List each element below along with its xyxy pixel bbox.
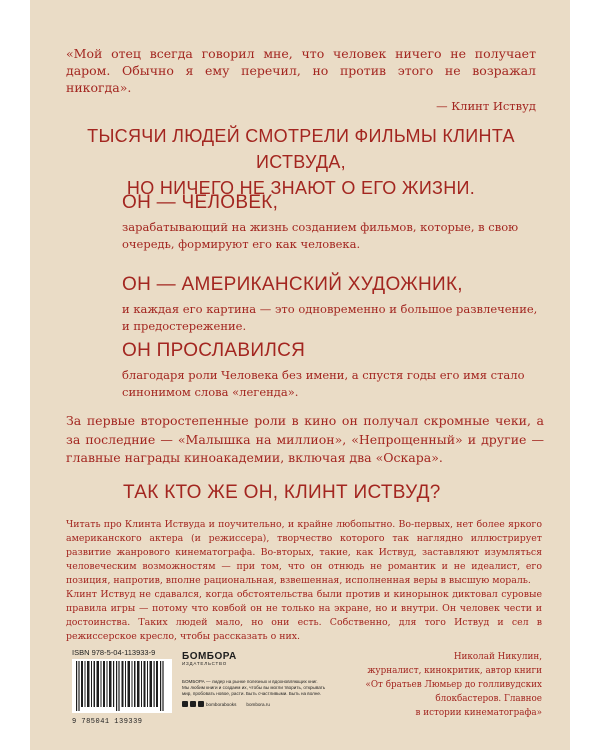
instagram-icon xyxy=(190,701,196,707)
review-paragraph-1: Читать про Клинта Иствуда и поучительно, и крайне любопытно. Во-первых, нет более яркого американского актера (и режиссера), творчество которого так наглядно иллюстрирует развитие жанрового кинематографа. Во-вторых, такие, как Иствуд, заставляют изумляться человеческим возможностям — при том, что он отнюдь не романтик и не идеалист, его позиция, напротив, вполне рациональная, взвешенная, исполненная веры в высшую мораль. xyxy=(66,519,542,586)
block-famous xyxy=(122,339,542,401)
publisher-about-line-2: Мы любим книги и создаем их, чтобы вы могли творить, открывать xyxy=(182,685,326,690)
book-back-cover xyxy=(30,0,570,750)
block-text: и каждая его картина — это одновременно и большое развлечение, и предостережение. xyxy=(122,302,538,333)
signature-book-line-3: в истории кинематографа» xyxy=(415,708,542,718)
signature-role: журналист, кинокритик, автор книги xyxy=(367,666,542,676)
publisher-about xyxy=(182,679,326,697)
headline xyxy=(66,123,536,201)
block-human xyxy=(122,191,542,253)
signature-book-line-2: блокбастеров. Главное xyxy=(435,694,542,704)
quote-text: «Мой отец всегда говорил мне, что человек ничего не получает даром. Обычно я ему перечил, но против этого не возражал никогда». xyxy=(66,46,536,95)
publisher-logo: БОМБОРА xyxy=(182,651,237,662)
block-text: зарабатывающий на жизнь созданием фильмов, которые, в свою очередь, формируют его как человека. xyxy=(122,220,519,251)
publisher-logo-subtitle: ИЗДАТЕЛЬСТВО xyxy=(182,661,228,666)
block-text: благодаря роли Человека без имени, а спустя годы его имя стало синонимом слова «легенда». xyxy=(122,368,525,399)
isbn-label: ISBN 978-5-04-113933-9 xyxy=(72,648,156,657)
publisher-about-line-1: БОМБОРА — лидер на рынке полезных и вдохновляющих книг. xyxy=(182,679,318,684)
signature-book-line-1: «От братьев Люмьер до голливудских xyxy=(365,680,542,690)
quote-author: — Клинт Иствуд xyxy=(436,99,536,113)
social-handle: bomborabooks xyxy=(206,701,237,707)
block-artist xyxy=(122,273,542,335)
youtube-icon xyxy=(198,701,204,707)
publisher-block xyxy=(182,651,326,707)
block-heading: ОН ПРОСЛАВИЛСЯ xyxy=(122,340,306,361)
isbn-barcode-block xyxy=(72,648,172,726)
awards-paragraph: За первые второстепенные роли в кино он получал скромные чеки, а за последние — «Малышка на миллион», «Непрощенный» и другие — главные награды киноакадемии, включая два «Оскара». xyxy=(66,413,544,465)
epigraph-quote xyxy=(66,45,536,115)
barcode-digits: 9 785041 139339 xyxy=(72,718,143,726)
review-signature xyxy=(330,650,542,720)
publisher-social xyxy=(182,701,326,707)
barcode-icon xyxy=(72,659,172,713)
publisher-site: bombora.ru xyxy=(246,701,270,707)
block-heading: ОН — АМЕРИКАНСКИЙ ХУДОЖНИК, xyxy=(122,274,463,295)
publisher-about-line-3: мир, пробовать новое, расти. Быть счастливыми. Быть на волне. xyxy=(182,691,322,696)
block-heading: ОН — ЧЕЛОВЕК, xyxy=(122,192,279,213)
signature-name: Николай Никулин, xyxy=(453,652,542,662)
vk-icon xyxy=(182,701,188,707)
headline-line-2: НО НИЧЕГО НЕ ЗНАЮТ О ЕГО ЖИЗНИ. xyxy=(126,178,476,198)
question-heading: ТАК КТО ЖЕ ОН, КЛИНТ ИСТВУД? xyxy=(123,482,441,503)
review-paragraph-2: Клинт Иствуд не сдавался, когда обстоятельства были против и кинорынок диктовал суровые правила игры — потому что ковбой он не только на экране, но и внутри. Он человек чести и достоинства. Таких людей мало, но они есть. Собственно, для того Иствуд и сел в режиссерское кресло, чтобы рассказать о них. xyxy=(66,589,542,642)
headline-line-1: ТЫСЯЧИ ЛЮДЕЙ СМОТРЕЛИ ФИЛЬМЫ КЛИНТА ИСТВУДА, xyxy=(87,126,515,172)
review-text xyxy=(66,518,542,644)
